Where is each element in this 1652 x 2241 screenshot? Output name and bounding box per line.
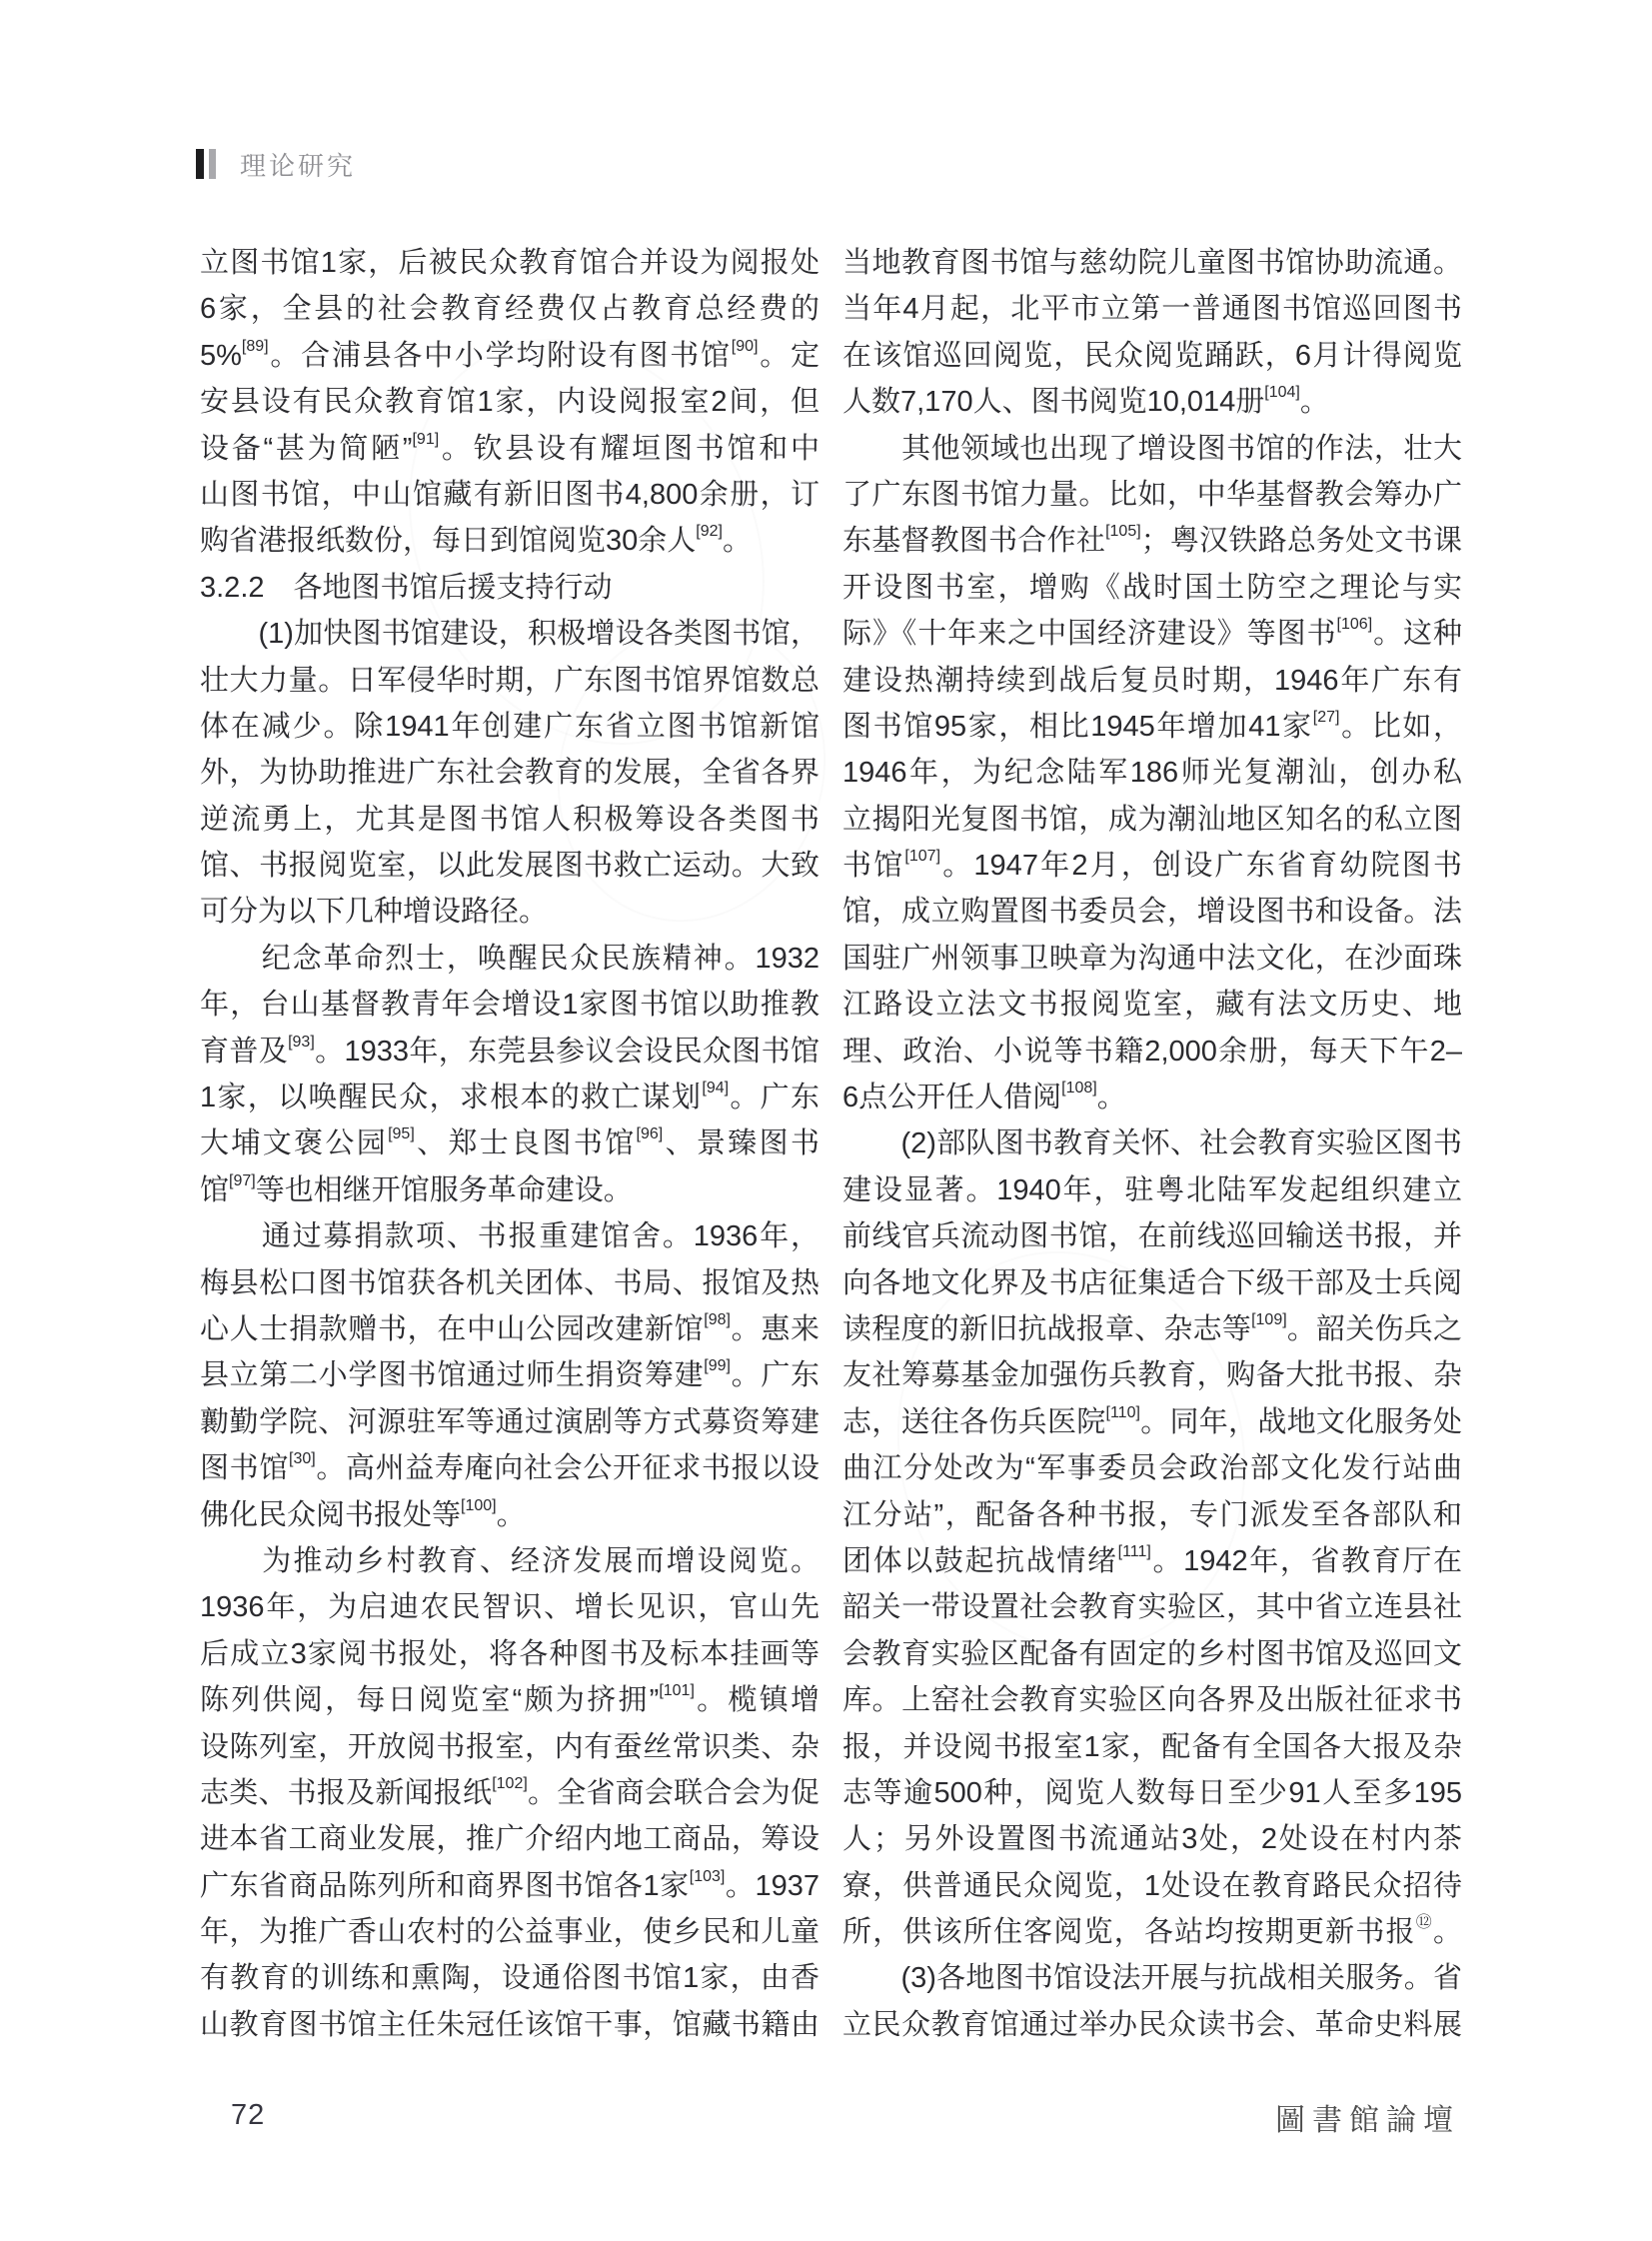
text-line: 可分为以下几种增设路径。	[200, 896, 549, 929]
citation-ref: [107]	[904, 848, 941, 866]
text-line: 立民众教育馆通过举办民众读书会、革命史料展	[842, 2008, 1462, 2041]
text-line: 为推动乡村教育、经济发展而增设阅览。	[200, 1544, 820, 1577]
section-header-label: 理论研究	[240, 150, 357, 181]
text-line: 3.2.2 各地图书馆后援支持行动	[200, 571, 613, 604]
citation-ref: [109]	[1251, 1310, 1287, 1328]
citation-ref: [96]	[636, 1125, 664, 1143]
text-line: 育普及[93]。1933年，东莞县参议会设民众图书馆	[200, 1033, 820, 1068]
text-line: 立揭阳光复图书馆，成为潮汕地区知名的私立图	[842, 803, 1462, 836]
citation-ref: [97]	[229, 1171, 256, 1189]
text-line: 志类、书报及新闻报纸[102]。全省商会联合会为促	[200, 1774, 820, 1809]
text-line: 5%[89]。合浦县各中小学均附设有图书馆[90]。定	[200, 337, 820, 372]
text-line: 报，并设阅书报室1家，配备有全国各大报及杂	[842, 1730, 1462, 1763]
citation-ref: [91]	[412, 430, 440, 448]
text-line: 梅县松口图书馆获各机关团体、书局、报馆及热	[200, 1266, 820, 1299]
text-line: 广东省商品陈列所和商界图书馆各1家[103]。1937	[200, 1867, 820, 1902]
page-number: 72	[231, 2099, 266, 2131]
citation-ref: [102]	[492, 1774, 528, 1792]
citation-ref: [98]	[704, 1310, 731, 1328]
citation-ref: [94]	[702, 1080, 730, 1098]
text-line: 心人士捐款赠书，在中山公园改建新馆[98]。惠来	[200, 1310, 820, 1345]
header-bar-gray	[209, 149, 216, 179]
text-line: 体在减少。除1941年创建广东省立图书馆新馆	[200, 710, 820, 743]
text-line: 山图书馆，中山馆藏有新旧图书4,800余册，订	[200, 478, 820, 511]
citation-ref: [93]	[288, 1033, 315, 1051]
text-line: 开设图书室，增购《战时国土防空之理论与实	[842, 571, 1462, 604]
left-text-column	[200, 240, 820, 2048]
text-line: 设备“甚为简陋”[91]。钦县设有耀垣图书馆和中	[200, 430, 820, 465]
text-line: 立图书馆1家，后被民众教育馆合并设为阅报处	[200, 247, 820, 279]
text-line: 外，为协助推进广东社会教育的发展，全省各界	[200, 757, 820, 790]
text-line: 国驻广州领事卫映章为沟通中法文化，在沙面珠	[842, 942, 1462, 975]
text-line: 志，送往各伤兵医院[110]。同年，战地文化服务处	[842, 1403, 1462, 1438]
text-line: 有教育的训练和熏陶，设通俗图书馆1家，由香	[200, 1962, 820, 1995]
text-line: 当年4月起，北平市立第一普通图书馆巡回图书	[842, 293, 1462, 326]
text-line: 县立第二小学图书馆通过师生捐资筹建[99]。广东	[200, 1357, 820, 1392]
citation-ref: [30]	[289, 1450, 316, 1468]
text-line: 图书馆95家，相比1945年增加41家[27]。比如，	[842, 708, 1462, 743]
text-line: 志等逾500种，阅览人数每日至少91人至多195	[842, 1776, 1462, 1809]
text-line: 寮，供普通民众阅览，1处设在教育路民众招待	[842, 1869, 1462, 1902]
text-line: 人数7,170人、图书阅览10,014册[104]。	[842, 384, 1329, 419]
text-line: (3)各地图书馆设法开展与抗战相关服务。省	[842, 1962, 1462, 1995]
text-line: 当地教育图书馆与慈幼院儿童图书馆协助流通。	[842, 247, 1462, 279]
text-line: 馆，成立购置图书委员会，增设图书和设备。法	[842, 896, 1462, 929]
text-line: 江路设立法文书报阅览室，藏有法文历史、地	[842, 989, 1462, 1022]
text-line: 团体以鼓起抗战情绪[111]。1942年，省教育厅在	[842, 1542, 1462, 1577]
text-line: 纪念革命烈士，唤醒民众民族精神。1932	[200, 942, 820, 975]
text-line: 1家，以唤醒民众，求根本的救亡谋划[94]。广东	[200, 1080, 820, 1115]
text-line: 6点公开任人借阅[108]。	[842, 1080, 1126, 1115]
citation-ref: [101]	[659, 1682, 695, 1700]
citation-ref: [110]	[1105, 1403, 1140, 1421]
text-line: 建设热潮持续到战后复员时期，1946年广东有	[842, 664, 1462, 697]
citation-ref: [89]	[241, 337, 269, 355]
citation-ref: [106]	[1336, 616, 1373, 634]
citation-ref: [90]	[731, 337, 759, 355]
text-line: 前线官兵流动图书馆，在前线巡回输送书报，并	[842, 1220, 1462, 1253]
text-line: 6家，全县的社会教育经费仅占教育总经费的	[200, 293, 820, 326]
citation-ref: [27]	[1312, 708, 1340, 726]
text-line: 会教育实验区配备有固定的乡村图书馆及巡回文	[842, 1637, 1462, 1670]
text-line: (1)加快图书馆建设，积极增设各类图书馆，	[200, 618, 820, 651]
text-line: 1946年，为纪念陆军186师光复潮汕，创办私	[842, 757, 1462, 790]
citation-ref: [92]	[696, 523, 723, 541]
citation-ref: [111]	[1117, 1542, 1151, 1560]
text-line: 韶关一带设置社会教育实验区，其中省立连县社	[842, 1591, 1462, 1624]
text-line: 曲江分处改为“军事委员会政治部文化发行站曲	[842, 1452, 1462, 1485]
text-line: 1936年，为启迪农民智识、增长见识，官山先	[200, 1591, 820, 1624]
text-line: 设陈列室，开放阅书报室，内有蚕丝常识类、杂	[200, 1730, 820, 1763]
citation-ref: [100]	[461, 1496, 497, 1514]
text-line: 理、政治、小说等书籍2,000余册，每天下午2–	[842, 1035, 1462, 1068]
text-line: 馆、书报阅览室，以此发展图书救亡运动。大致	[200, 850, 820, 883]
text-line: 大埔文褒公园[95]、郑士良图书馆[96]、景臻图书	[200, 1125, 820, 1160]
text-line: 库。上窑社会教育实验区向各界及出版社征求书	[842, 1684, 1462, 1717]
citation-ref: ⑫	[1415, 1914, 1433, 1932]
text-line: 图书馆[30]。高州益寿庵向社会公开征求书报以设	[200, 1450, 820, 1485]
citation-ref: [108]	[1061, 1080, 1097, 1098]
text-line: 东基督教图书合作社[105]；粤汉铁路总务处文书课	[842, 523, 1462, 558]
text-line: 山教育图书馆主任朱冠任该馆干事，馆藏书籍由	[200, 2008, 820, 2041]
citation-ref: [95]	[388, 1125, 415, 1143]
text-line: 江分站”，配备各种书报，专门派发至各部队和	[842, 1498, 1462, 1531]
text-line: 向各地文化界及书店征集适合下级干部及士兵阅	[842, 1266, 1462, 1299]
text-line: 壮大力量。日军侵华时期，广东图书馆界馆数总	[200, 664, 820, 697]
text-line: 书馆[107]。1947年2月，创设广东省育幼院图书	[842, 848, 1462, 883]
text-line: 陈列供阅，每日阅览室“颇为挤拥”[101]。榄镇增	[200, 1682, 820, 1717]
header-bar-black	[196, 149, 204, 179]
text-line: 勷勤学院、河源驻军等通过演剧等方式募资筹建	[200, 1405, 820, 1438]
text-line: 进本省工商业发展，推广介绍内地工商品，筹设	[200, 1823, 820, 1856]
text-line: 逆流勇上，尤其是图书馆人积极筹设各类图书	[200, 803, 820, 836]
citation-ref: [103]	[689, 1867, 726, 1885]
text-line: 馆[97]等也相继开馆服务革命建设。	[200, 1171, 633, 1206]
text-line: 年，台山基督教青年会增设1家图书馆以助推教	[200, 989, 820, 1022]
text-line: 通过募捐款项、书报重建馆舍。1936年，	[200, 1220, 820, 1253]
citation-ref: [104]	[1264, 384, 1300, 402]
text-line: 购省港报纸数份，每日到馆阅览30余人[92]。	[200, 523, 752, 558]
text-line: 佛化民众阅书报处等[100]。	[200, 1496, 526, 1531]
text-line: 安县设有民众教育馆1家，内设阅报室2间，但	[200, 386, 820, 419]
text-line: 其他领域也出现了增设图书馆的作法，壮大	[842, 432, 1462, 465]
text-line: 了广东图书馆力量。比如，中华基督教会筹办广	[842, 478, 1462, 511]
section-header	[196, 149, 356, 179]
text-line: 际》《十年来之中国经济建设》等图书[106]。这种	[842, 616, 1462, 651]
text-line: 建设显著。1940年，驻粤北陆军发起组织建立	[842, 1173, 1462, 1206]
text-line: 年，为推广香山农村的公益事业，使乡民和儿童	[200, 1916, 820, 1949]
text-line: 友社筹募基金加强伤兵教育，购备大批书报、杂	[842, 1359, 1462, 1392]
text-line: 所，供该所住客阅览，各站均按期更新书报⑫。	[842, 1914, 1462, 1949]
text-line: 人；另外设置图书流通站3处，2处设在村内茶	[842, 1823, 1462, 1856]
journal-name: 圖書館論壇	[1275, 2103, 1460, 2138]
text-line: 读程度的新旧抗战报章、杂志等[109]。韶关伤兵之	[842, 1310, 1462, 1345]
text-line: (2)部队图书教育关怀、社会教育实验区图书	[842, 1127, 1462, 1160]
right-text-column	[842, 240, 1462, 2048]
citation-ref: [105]	[1105, 523, 1141, 541]
citation-ref: [99]	[704, 1357, 731, 1375]
text-line: 在该馆巡回阅览，民众阅览踊跃，6月计得阅览	[842, 339, 1462, 372]
text-line: 后成立3家阅书报处，将各种图书及标本挂画等	[200, 1637, 820, 1670]
